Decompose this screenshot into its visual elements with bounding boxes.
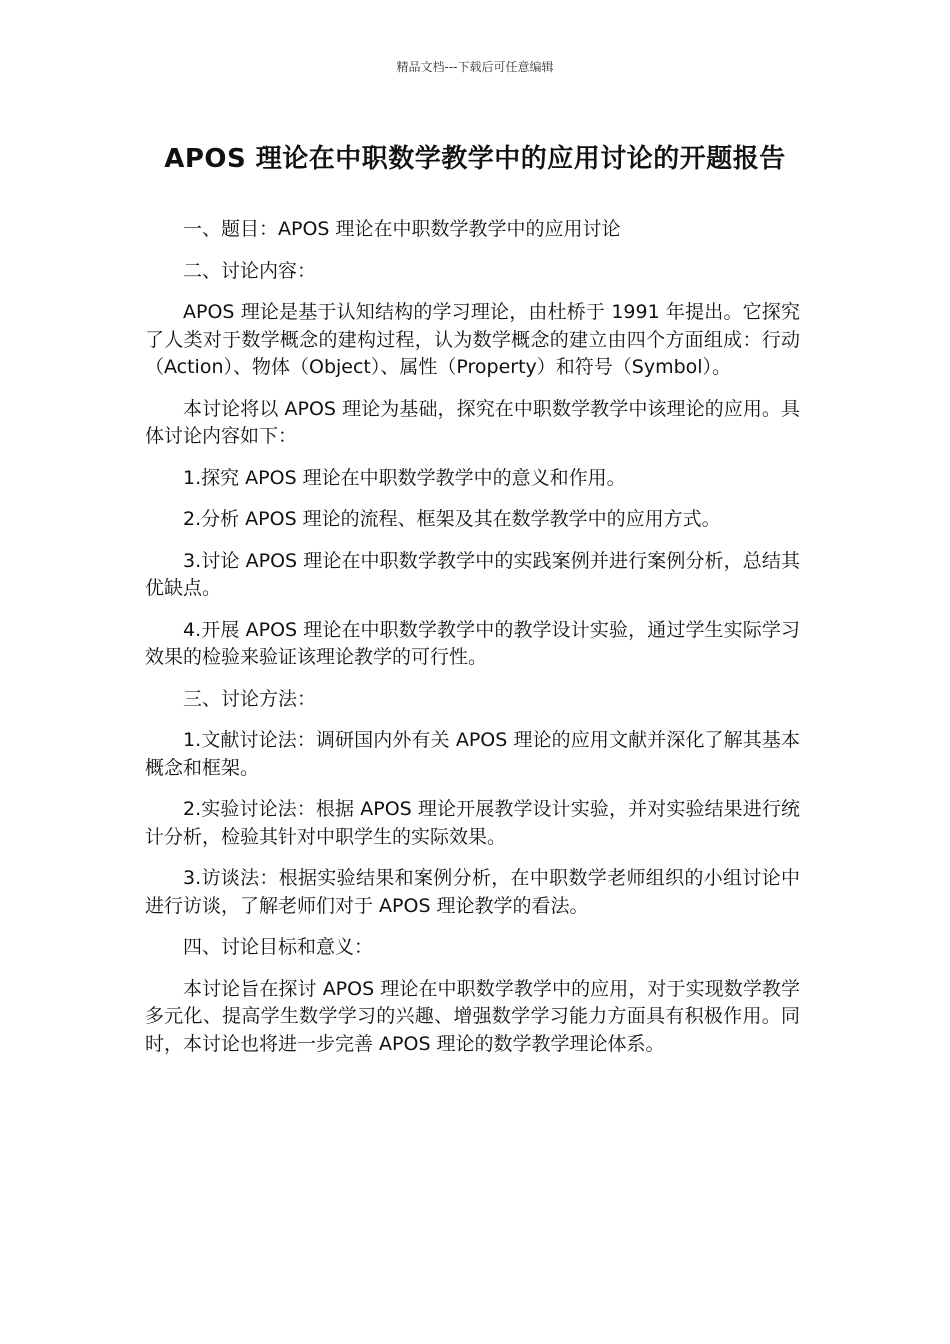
list-item-method-3: 3.访谈法：根据实验结果和案例分析，在中职数学老师组织的小组讨论中进行访谈，了解老师们对于 APOS 理论教学的看法。 [145,867,800,917]
list-item-method-2: 2.实验讨论法：根据 APOS 理论开展教学设计实验，并对实验结果进行统计分析，检验其针对中职学生的实际效果。 [145,798,800,848]
section-heading-method: 三、讨论方法： [183,687,317,710]
list-item-content-3: 3.讨论 APOS 理论在中职数学教学中的实践案例并进行案例分析，总结其优缺点。 [145,549,800,599]
list-item-content-1: 1.探究 APOS 理论在中职数学教学中的意义和作用。 [183,466,626,489]
section-heading-content: 二、讨论内容： [183,259,317,282]
paragraph-apos-intro: APOS 理论是基于认知结构的学习理论，由杜桥于 1991 年提出。它探究了人类对于数学概念的建构过程，认为数学概念的建立由四个方面组成：行动（Action）、物体（Object）、属性（Property）和符号（Symbol）。 [145,301,800,378]
document-title: APOS 理论在中职数学教学中的应用讨论的开题报告 [164,144,786,174]
section-heading-goals: 四、讨论目标和意义： [183,936,374,958]
paragraph-scope: 本讨论将以 APOS 理论为基础，探究在中职数学教学中该理论的应用。具体讨论内容如下： [145,397,800,447]
list-item-method-1: 1.文献讨论法：调研国内外有关 APOS 理论的应用文献并深化了解其基本概念和框架。 [145,729,800,779]
header-note: 精品文档---下载后可任意编辑 [396,60,554,74]
section-heading-topic: 一、题目：APOS 理论在中职数学教学中的应用讨论 [183,218,621,240]
list-item-content-4: 4.开展 APOS 理论在中职数学教学中的教学设计实验，通过学生实际学习效果的检验来验证该理论教学的可行性。 [145,618,800,668]
paragraph-goals: 本讨论旨在探讨 APOS 理论在中职数学教学中的应用，对于实现数学教学多元化、提高学生数学学习的兴趣、增强数学学习能力方面具有积极作用。同时，本讨论也将进一步完善 APOS 理论的数学教学理论体系。 [145,977,800,1055]
list-item-content-2: 2.分析 APOS 理论的流程、框架及其在数学教学中的应用方式。 [183,508,721,530]
document-body [145,216,800,1072]
